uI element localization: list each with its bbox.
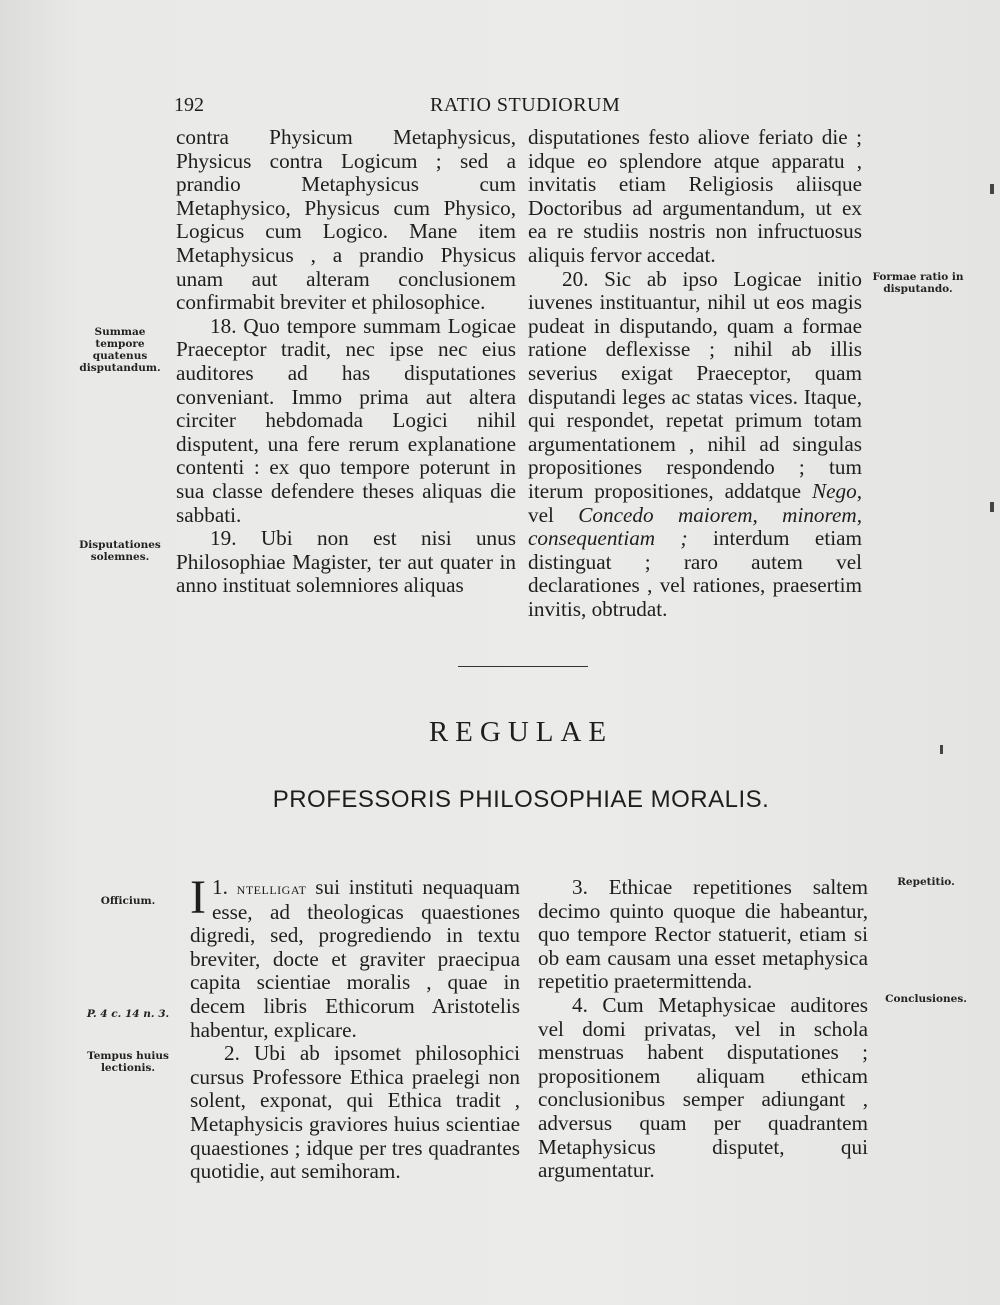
margin-note-officium: Officium.	[100, 895, 156, 907]
print-mark	[990, 184, 994, 194]
bottom-right-column	[538, 876, 868, 1183]
paragraph-continuation: contra Physicum Metaphysicus, Physicus contra Logicum ; sed a prandio Metaphysicus cum Metaphysico, Physicus cum Physico, Logicus cum Logico. Mane item Metaphysicus , a prandio Physicus unam aut alteram conclusionem confirmabit breviter et philosophice.	[176, 125, 516, 315]
top-right-column	[528, 126, 862, 621]
margin-note-summae: Summae tempore quatenus disputandum.	[79, 326, 161, 374]
margin-note-repetitio: Repetitio.	[897, 876, 955, 888]
margin-note-conclusiones: Conclusiones.	[885, 993, 967, 1005]
paragraph-3: 3. Ethicae repetitiones saltem decimo quinto quoque die habeantur, quo tempore Rector statuerit, etiam si ob eam causam una esset metaphysica repetitio praetermittenda.	[538, 875, 868, 994]
paragraph-1	[190, 871, 521, 1042]
paragraph-20-text-a: 20. Sic ab ipso Logicae initio iuvenes instituantur, nihil ut eos magis pudeat in disputando, quam a formae ratione deflexisse ; nihil ab illis severius exigat Praeceptor, quam disputandi leges ac statas vices. Itaque, qui respondet, repetat primum totam argumentationem , nihil ad singulas propositiones respondendo ; tum iterum propositiones, addatque	[528, 266, 862, 503]
paragraph-1-smallcaps: ntelligat	[236, 879, 307, 898]
paragraph-19: 19. Ubi non est nisi unus Philosophiae Magister, ter aut quater in anno instituat solemniores aliquas	[176, 526, 516, 598]
section-title: REGULAE	[428, 716, 614, 748]
paragraph-20-text-b: interdum etiam distinguat ; raro autem vel declarationes , vel rationes, praesertim invitis, obtrudat.	[528, 526, 862, 621]
margin-note-reference: P. 4 c. 14 n. 3.	[86, 1008, 170, 1020]
margin-note-disputationes: Disputationes solemnes.	[79, 539, 161, 563]
print-mark	[990, 502, 994, 512]
page-number: 192	[174, 94, 204, 116]
print-mark	[940, 745, 943, 754]
paragraph-4: 4. Cum Metaphysicae auditores vel domi privatas, vel in schola menstruas habent disputationes ; propositionem aliquam ethicam conclusionibus semper adiungant , adversus quam per quadrantem Metaphysicus disputet, qui argumentatur.	[538, 992, 868, 1183]
paragraph-2: 2. Ubi ab ipsomet philosophici cursus Professore Ethica praelegi non solent, exponat, qui Ethica tradit , Metaphysicis graviores huius scientiae quaestiones ; idque per tres quadrantes quotidie, aut semihoram.	[190, 1041, 520, 1184]
nego-term: Nego,	[811, 478, 862, 503]
paragraph-1-text: sui instituti nequaquam esse, ad theologicas quaestiones digredi, sed, progrediendo in textu breviter, docte et graviter praecipua capita scientiae moralis , quae in decem libris Ethicorum Aristotelis habentur, explicare.	[190, 875, 521, 1042]
connector-vel: vel	[528, 502, 579, 527]
top-left-column	[176, 126, 516, 598]
drop-cap: I	[190, 871, 206, 924]
section-subtitle: PROFESSORIS PHILOSOPHIAE MORALIS.	[272, 786, 770, 813]
running-head	[174, 94, 864, 124]
section-divider	[458, 666, 588, 667]
margin-note-tempus: Tempus huius lectionis.	[87, 1050, 169, 1074]
paragraph-continuation-right: disputationes festo aliove feriato die ; idque eo splendore atque apparatu , invitatis etiam Religiosis aliisque Doctoribus ad argumentandum, ut ex ea re studiis nostris non infructuosus aliquis fervor accedat.	[528, 125, 862, 267]
paragraph-18: 18. Quo tempore summam Logicae Praeceptor tradit, nec ipse nec eius auditores ad has disputationes conveniant. Immo prima aut altera circiter hebdomada Logici nihil disputent, una fere rerum explanatione contenti : ex quo tempore poterunt in sua classe defendere theses aliquas die sabbati.	[176, 313, 516, 527]
concedo-term: Concedo maiorem, minorem, consequentiam ;	[528, 502, 862, 551]
paragraph-20	[528, 268, 862, 622]
running-title: RATIO STUDIORUM	[430, 94, 621, 116]
margin-note-formae: Formae ratio in disputando.	[872, 271, 964, 295]
bottom-left-column	[190, 871, 521, 1184]
paragraph-1-number: 1.	[211, 875, 228, 899]
